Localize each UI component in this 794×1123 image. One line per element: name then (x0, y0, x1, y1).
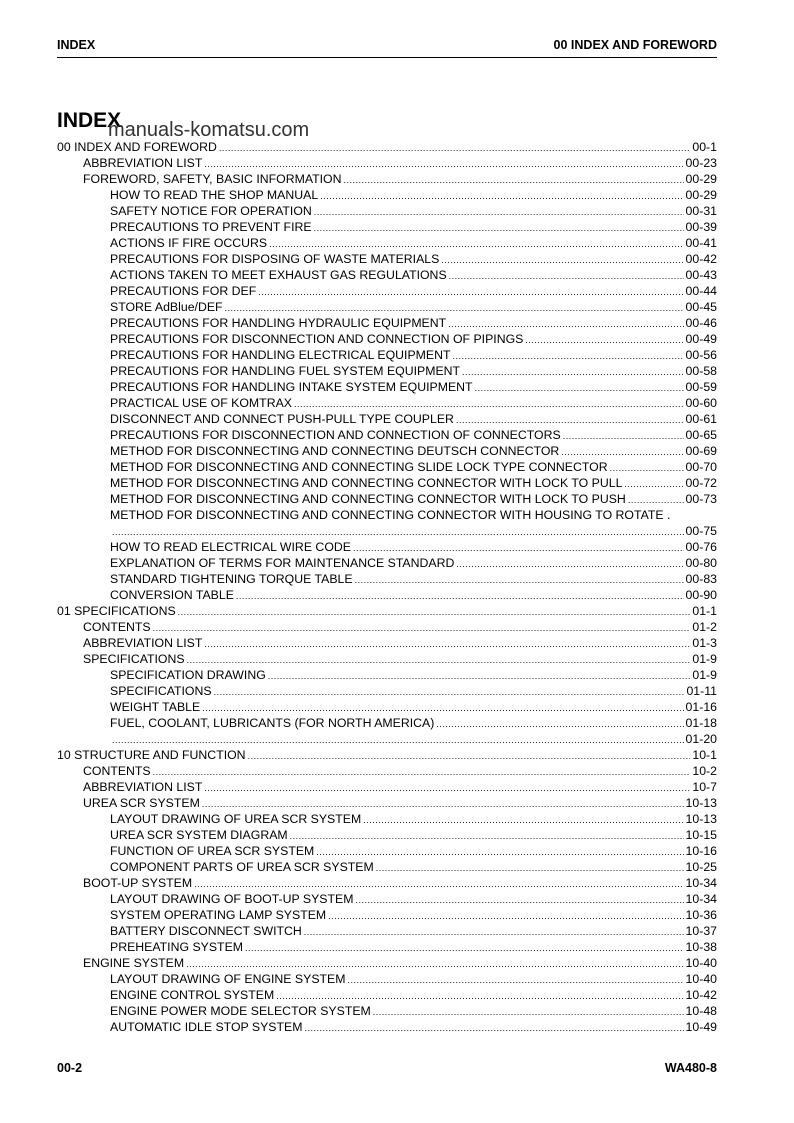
dot-leader (628, 491, 684, 507)
dot-leader (245, 939, 684, 955)
toc-entry-page: 01-2 (692, 620, 717, 634)
toc-entry[interactable] (57, 443, 717, 459)
toc-entry-page: 10-7 (692, 780, 717, 794)
toc-entry-title: COMPONENT PARTS OF UREA SCR SYSTEM (110, 860, 374, 874)
toc-entry-title: PREHEATING SYSTEM (110, 940, 244, 954)
toc-entry-page: 00-46 (685, 316, 717, 330)
toc-entry-title: UREA SCR SYSTEM (83, 796, 200, 810)
toc-entry-title: ENGINE CONTROL SYSTEM (110, 988, 275, 1002)
dot-leader (294, 395, 684, 411)
toc-entry-page: 00-42 (685, 252, 717, 266)
toc-entry-page (715, 507, 717, 523)
dot-leader (456, 411, 684, 427)
toc-entry[interactable] (57, 731, 717, 747)
dot-leader (202, 795, 684, 811)
page-header (57, 37, 717, 58)
dot-leader (363, 811, 683, 827)
toc-entry[interactable] (57, 667, 717, 683)
watermark: manuals-komatsu.com (108, 119, 310, 141)
toc-entry-page: 00-58 (685, 364, 717, 378)
dot-leader (672, 507, 715, 523)
toc-entry-page: 10-38 (685, 940, 717, 954)
toc-entry-page: 00-72 (685, 476, 717, 490)
toc-entry[interactable] (57, 507, 717, 523)
toc-entry-page: 01-9 (692, 652, 717, 666)
toc-entry-title: FOREWORD, SAFETY, BASIC INFORMATION (83, 172, 342, 186)
toc-entry[interactable] (57, 715, 717, 731)
dot-leader (112, 523, 684, 539)
toc-entry-title: ACTIONS IF FIRE OCCURS (110, 236, 268, 250)
toc-entry[interactable] (57, 843, 717, 859)
toc-entry[interactable] (57, 155, 717, 171)
toc-entry[interactable] (57, 171, 717, 187)
dot-leader (436, 715, 683, 731)
dot-leader (353, 539, 684, 555)
toc-entry[interactable] (57, 955, 717, 971)
toc-entry-title: 00 INDEX AND FOREWORD (57, 140, 217, 154)
toc-entry-page: 00-45 (685, 300, 717, 314)
toc-entry-title: PRECAUTIONS FOR HANDLING INTAKE SYSTEM EQUIPMENT (110, 380, 473, 394)
toc-entry-title: STANDARD TIGHTENING TORQUE TABLE (110, 572, 353, 586)
toc-entry-page: 00-29 (685, 172, 717, 186)
dot-leader (525, 331, 683, 347)
toc-entry-title: HOW TO READ THE SHOP MANUAL (110, 188, 319, 202)
toc-entry-page: 01-18 (685, 716, 717, 730)
toc-entry[interactable] (57, 523, 717, 539)
toc-entry-page: 00-44 (685, 284, 717, 298)
toc-entry-title: PRECAUTIONS FOR HANDLING HYDRAULIC EQUIPMENT (110, 316, 447, 330)
dot-leader (236, 587, 684, 603)
toc-entry-page: 00-65 (685, 428, 717, 442)
dot-leader (202, 699, 683, 715)
toc-entry[interactable] (57, 779, 717, 795)
toc-entry-title: ENGINE SYSTEM (83, 956, 185, 970)
dot-leader (153, 619, 691, 635)
toc-entry-page: 00-61 (685, 412, 717, 426)
toc-entry-title: UREA SCR SYSTEM DIAGRAM (110, 828, 288, 842)
model-number: WA480-8 (664, 1061, 717, 1075)
toc-entry[interactable] (57, 603, 717, 619)
toc-entry-page: 10-16 (685, 844, 717, 858)
toc-entry[interactable] (57, 971, 717, 987)
toc-entry-page: 10-25 (685, 860, 717, 874)
toc-entry[interactable] (57, 251, 717, 267)
dot-leader (355, 891, 683, 907)
dot-leader (475, 379, 684, 395)
toc-entry-title: BOOT-UP SYSTEM (83, 876, 193, 890)
dot-leader (194, 875, 683, 891)
dot-leader (456, 555, 683, 571)
dot-leader (320, 187, 683, 203)
toc-entry-page: 01-16 (685, 700, 717, 714)
dot-leader (304, 1019, 683, 1035)
toc-entry-title: ACTIONS TAKEN TO MEET EXHAUST GAS REGULATIONS (110, 268, 447, 282)
toc-entry[interactable] (57, 939, 717, 955)
toc-entry[interactable] (57, 699, 717, 715)
toc-entry[interactable] (57, 139, 717, 155)
dot-leader (225, 299, 684, 315)
dot-leader (441, 251, 683, 267)
toc-entry-title: FUNCTION OF UREA SCR SYSTEM (110, 844, 315, 858)
dot-leader (316, 843, 683, 859)
toc-entry-page: 00-1 (692, 140, 717, 154)
dot-leader (348, 971, 684, 987)
toc-entry-title: LAYOUT DRAWING OF BOOT-UP SYSTEM (110, 892, 354, 906)
toc-entry[interactable] (57, 555, 717, 571)
dot-leader (343, 171, 683, 187)
toc-entry[interactable] (57, 283, 717, 299)
toc-entry[interactable] (57, 459, 717, 475)
toc-entry-page: 01-9 (692, 668, 717, 682)
header-chapter: 00 INDEX AND FOREWORD (553, 38, 717, 52)
toc-entry-title: AUTOMATIC IDLE STOP SYSTEM (110, 1020, 303, 1034)
dot-leader (204, 635, 690, 651)
toc-entry-title: SPECIFICATIONS (83, 652, 185, 666)
dot-leader (314, 203, 684, 219)
toc-entry-title: PRECAUTIONS FOR HANDLING ELECTRICAL EQUIPMENT (110, 348, 451, 362)
dot-leader (462, 363, 684, 379)
toc-entry[interactable] (57, 411, 717, 427)
toc-entry-page: 00-39 (685, 220, 717, 234)
toc-entry-title: PRECAUTIONS FOR DEF (110, 284, 257, 298)
toc-entry[interactable] (57, 539, 717, 555)
page-title: INDEX (57, 109, 122, 132)
toc-entry-title: METHOD FOR DISCONNECTING AND CONNECTING DEUTSCH CONNECTOR (110, 444, 560, 458)
dot-leader (453, 347, 684, 363)
header-section: INDEX (57, 38, 96, 52)
toc-entry-page: 10-34 (685, 876, 717, 890)
toc-entry-page: 00-23 (685, 156, 717, 170)
toc-entry-title: SPECIFICATION DRAWING (110, 668, 266, 682)
dot-leader (304, 923, 684, 939)
toc-entry[interactable] (57, 923, 717, 939)
toc-entry-title: SAFETY NOTICE FOR OPERATION (110, 204, 312, 218)
toc-entry[interactable] (57, 587, 717, 603)
dot-leader (448, 315, 683, 331)
dot-leader (624, 475, 683, 491)
toc-entry[interactable] (57, 907, 717, 923)
toc-entry-title: BATTERY DISCONNECT SWITCH (110, 924, 302, 938)
toc-entry-title: 10 STRUCTURE AND FUNCTION (57, 748, 246, 762)
dot-leader (112, 731, 684, 747)
toc-entry-title: SPECIFICATIONS (110, 684, 212, 698)
toc-entry-page: 10-1 (692, 748, 717, 762)
toc-entry-title: METHOD FOR DISCONNECTING AND CONNECTING CONNECTOR WITH LOCK TO PUSH (110, 492, 626, 506)
toc-entry[interactable] (57, 203, 717, 219)
toc-entry-title: CONTENTS (83, 764, 151, 778)
toc-entry-title: PRECAUTIONS FOR DISCONNECTION AND CONNECTION OF CONNECTORS (110, 428, 561, 442)
toc-entry-title: LAYOUT DRAWING OF ENGINE SYSTEM (110, 972, 346, 986)
toc-entry-page: 00-70 (685, 460, 717, 474)
toc-entry-page: 00-31 (685, 204, 717, 218)
dot-leader (178, 603, 691, 619)
toc-entry[interactable] (57, 331, 717, 347)
toc-entry-page: 10-15 (685, 828, 717, 842)
toc-entry[interactable] (57, 987, 717, 1003)
toc-entry-page: 10-13 (685, 812, 717, 826)
toc-entry-title: EXPLANATION OF TERMS FOR MAINTENANCE STANDARD (110, 556, 455, 570)
toc-entry[interactable] (57, 891, 717, 907)
toc-entry[interactable] (57, 619, 717, 635)
toc-entry-title: PRECAUTIONS TO PREVENT FIRE (110, 220, 312, 234)
toc-entry-title: SYSTEM OPERATING LAMP SYSTEM (110, 908, 327, 922)
toc-entry-title: WEIGHT TABLE (110, 700, 201, 714)
toc-entry[interactable] (57, 475, 717, 491)
toc-entry-page: 01-1 (692, 604, 717, 618)
toc-entry-page: 10-37 (685, 924, 717, 938)
toc-entry[interactable] (57, 395, 717, 411)
toc-entry-title: STORE AdBlue/DEF (110, 300, 223, 314)
toc-entry-page: 01-3 (692, 636, 717, 650)
toc-entry-page: 00-76 (685, 540, 717, 554)
toc-entry[interactable] (57, 795, 717, 811)
toc-entry[interactable] (57, 859, 717, 875)
toc-entry-title: METHOD FOR DISCONNECTING AND CONNECTING CONNECTOR WITH HOUSING TO ROTATE . (110, 508, 671, 522)
toc-entry[interactable] (57, 827, 717, 843)
toc-entry[interactable] (57, 1019, 717, 1035)
toc-entry[interactable] (57, 299, 717, 315)
toc-entry-page: 01-20 (685, 732, 717, 746)
toc-entry[interactable] (57, 875, 717, 891)
toc-entry-title: DISCONNECT AND CONNECT PUSH-PULL TYPE COUPLER (110, 412, 454, 426)
toc-entry-title: ENGINE POWER MODE SELECTOR SYSTEM (110, 1004, 371, 1018)
dot-leader (610, 459, 684, 475)
toc-entry-title: ABBREVIATION LIST (83, 780, 203, 794)
toc-entry[interactable] (57, 347, 717, 363)
page-number: 00-2 (57, 1061, 83, 1075)
toc-entry-title: HOW TO READ ELECTRICAL WIRE CODE (110, 540, 351, 554)
toc-entry-title: 01 SPECIFICATIONS (57, 604, 176, 618)
toc-entry[interactable] (57, 1003, 717, 1019)
dot-leader (290, 827, 684, 843)
toc-entry-title: PRECAUTIONS FOR DISPOSING OF WASTE MATERIALS (110, 252, 440, 266)
toc-entry-title: ABBREVIATION LIST (83, 156, 203, 170)
toc-entry-page: 00-43 (685, 268, 717, 282)
toc-entry[interactable] (57, 187, 717, 203)
toc-entry[interactable] (57, 379, 717, 395)
toc-entry[interactable] (57, 235, 717, 251)
toc-entry[interactable] (57, 363, 717, 379)
toc-entry-title: CONTENTS (83, 620, 151, 634)
dot-leader (563, 427, 684, 443)
dot-leader (314, 219, 684, 235)
dot-leader (276, 987, 683, 1003)
toc-entry-title: ABBREVIATION LIST (83, 636, 203, 650)
dot-leader (268, 667, 691, 683)
toc-entry-page: 00-80 (685, 556, 717, 570)
dot-leader (376, 859, 684, 875)
toc-entry-page: 00-49 (685, 332, 717, 346)
toc-entry[interactable] (57, 811, 717, 827)
toc-entry[interactable] (57, 763, 717, 779)
toc-entry[interactable] (57, 635, 717, 651)
dot-leader (258, 283, 683, 299)
dot-leader (186, 955, 683, 971)
toc-entry-page: 10-42 (685, 988, 717, 1002)
dot-leader (328, 907, 683, 923)
toc-entry-page: 10-13 (685, 796, 717, 810)
dot-leader (373, 1003, 684, 1019)
toc-entry[interactable] (57, 571, 717, 587)
toc-entry-page: 01-11 (686, 684, 717, 698)
dot-leader (561, 443, 683, 459)
toc-entry-page: 10-2 (692, 764, 717, 778)
toc-entry-page: 10-40 (685, 972, 717, 986)
toc-entry[interactable] (57, 651, 717, 667)
dot-leader (204, 779, 690, 795)
toc-entry-page: 00-83 (685, 572, 717, 586)
toc-entry[interactable] (57, 747, 717, 763)
dot-leader (153, 763, 691, 779)
toc-entry-page: 00-69 (685, 444, 717, 458)
toc-entry[interactable] (57, 427, 717, 443)
toc-entry-page: 00-56 (685, 348, 717, 362)
toc-entry-title: LAYOUT DRAWING OF UREA SCR SYSTEM (110, 812, 362, 826)
toc-entry-page: 00-59 (685, 380, 717, 394)
toc-entry-page: 00-73 (685, 492, 717, 506)
toc-entry-page: 00-29 (685, 188, 717, 202)
toc-entry[interactable] (57, 315, 717, 331)
toc-entry-title: METHOD FOR DISCONNECTING AND CONNECTING SLIDE LOCK TYPE CONNECTOR (110, 460, 608, 474)
toc-entry-page: 10-40 (685, 956, 717, 970)
toc-entry-title: FUEL, COOLANT, LUBRICANTS (FOR NORTH AMERICA) (110, 716, 435, 730)
dot-leader (449, 267, 684, 283)
table-of-contents (57, 139, 717, 1035)
toc-entry-title: METHOD FOR DISCONNECTING AND CONNECTING CONNECTOR WITH LOCK TO PULL (110, 476, 623, 490)
toc-entry-page: 10-49 (685, 1020, 717, 1034)
toc-entry-page: 00-41 (685, 236, 717, 250)
toc-entry-page: 00-60 (685, 396, 717, 410)
toc-entry-title: PRECAUTIONS FOR DISCONNECTION AND CONNECTION OF PIPINGS (110, 332, 524, 346)
toc-entry-page: 10-48 (685, 1004, 717, 1018)
toc-entry-title: PRECAUTIONS FOR HANDLING FUEL SYSTEM EQUIPMENT (110, 364, 461, 378)
toc-entry-page: 10-34 (685, 892, 717, 906)
dot-leader (248, 747, 691, 763)
toc-entry[interactable] (57, 683, 717, 699)
toc-entry-title: CONVERSION TABLE (110, 588, 234, 602)
toc-entry-page: 00-90 (685, 588, 717, 602)
toc-entry[interactable] (57, 491, 717, 507)
toc-entry-page: 10-36 (685, 908, 717, 922)
dot-leader (269, 235, 683, 251)
dot-leader (355, 571, 684, 587)
toc-entry[interactable] (57, 267, 717, 283)
dot-leader (219, 139, 690, 155)
toc-entry-page: 00-75 (685, 524, 717, 538)
toc-entry-title: PRACTICAL USE OF KOMTRAX (110, 396, 292, 410)
toc-entry[interactable] (57, 219, 717, 235)
dot-leader (204, 155, 683, 171)
dot-leader (187, 651, 691, 667)
dot-leader (214, 683, 685, 699)
